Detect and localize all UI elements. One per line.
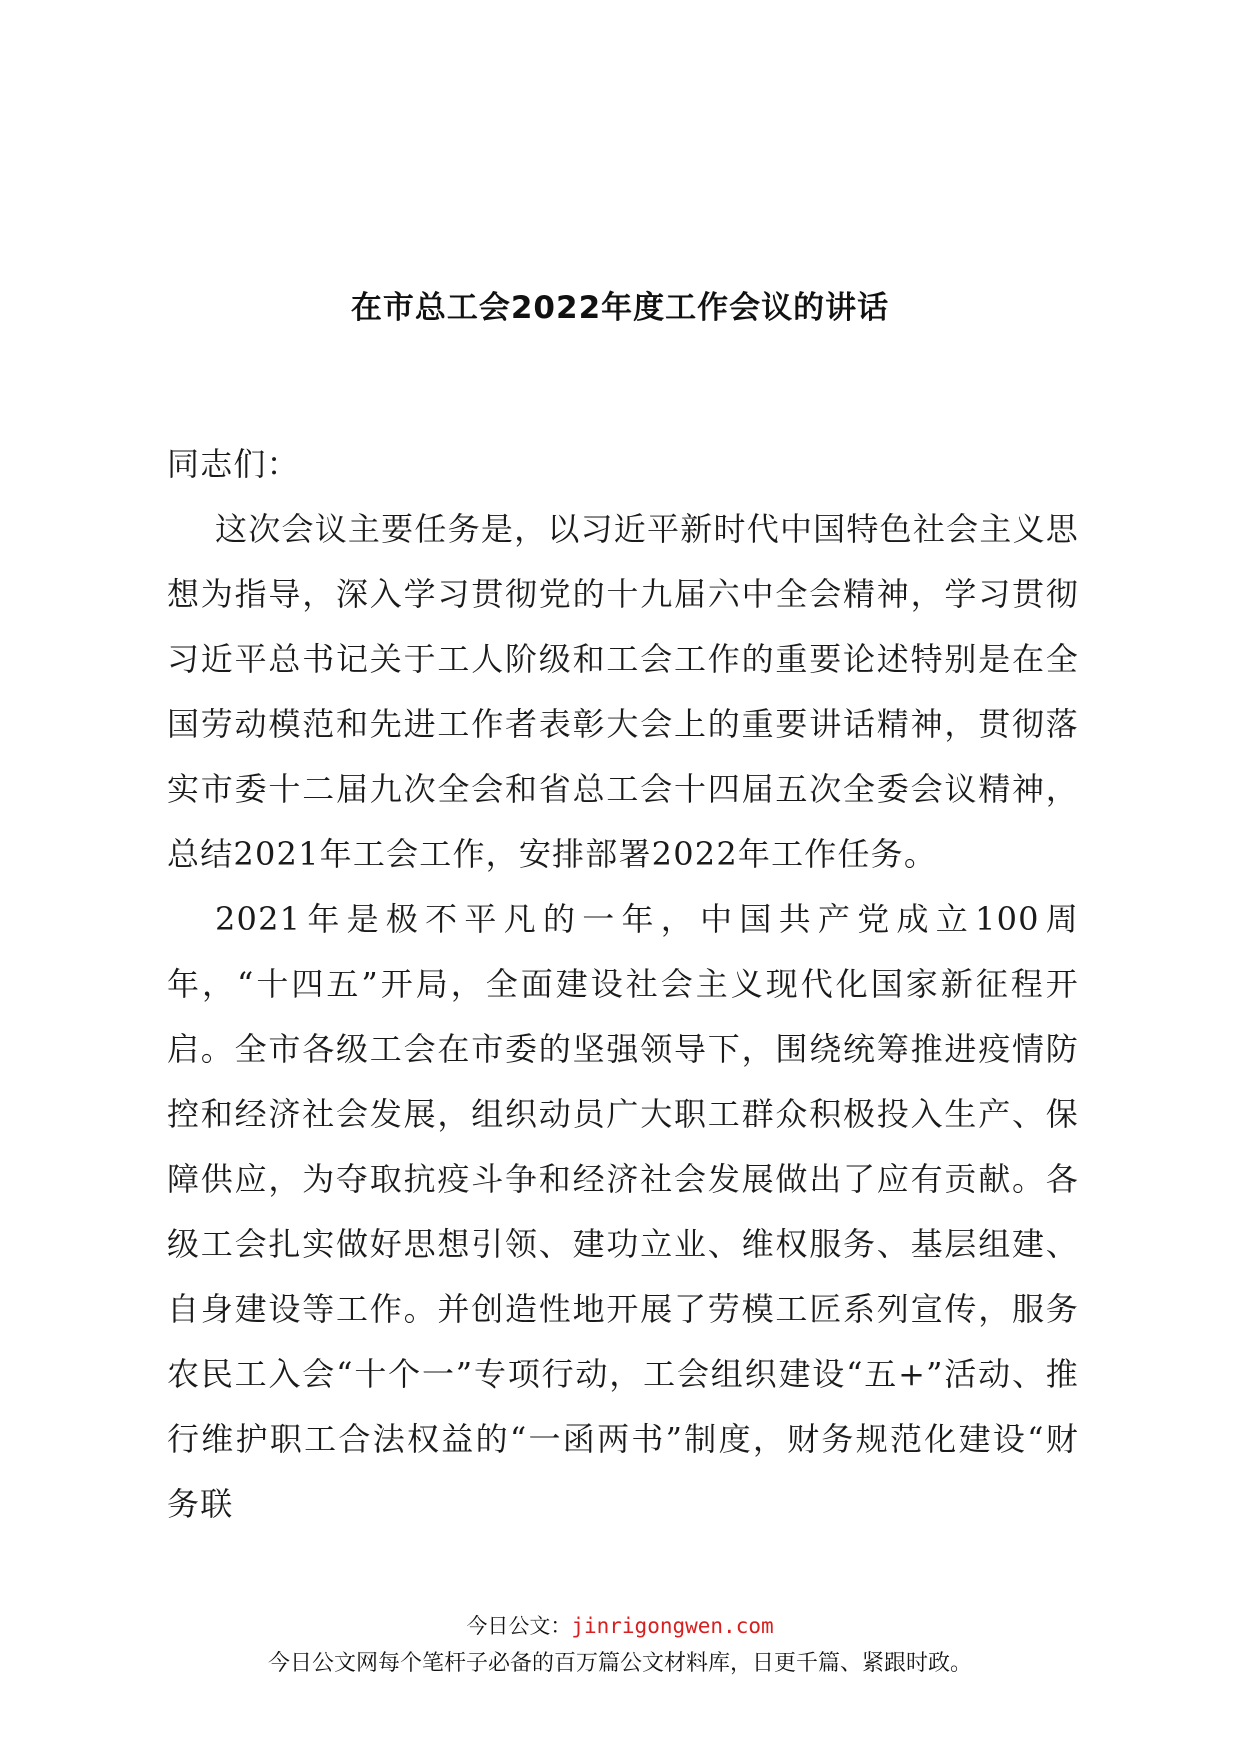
- footer-tagline: 今日公文网每个笔杆子必备的百万篇公文材料库，日更千篇、紧跟时政。: [267, 1651, 972, 1676]
- footer-label: 今日公文：: [466, 1614, 572, 1638]
- document-body: [167, 432, 1079, 1537]
- document-title: 在市总工会2022年度工作会议的讲话: [350, 290, 890, 326]
- footer-source: [0, 1610, 1240, 1640]
- paragraph-2: 2021年是极不平凡的一年，中国共产党成立100周年，“十四五”开局，全面建设社会主义现代化国家新征程开启。全市各级工会在市委的坚强领导下，围绕统筹推进疫情防控和经济社会发展，组织动员广大职工群众积极投入生产、保障供应，为夺取抗疫斗争和经济社会发展做出了应有贡献。各级工会扎实做好思想引领、建功立业、维权服务、基层组建、自身建设等工作。并创造性地开展了劳模工匠系列宣传，服务农民工入会“十个一”专项行动，工会组织建设“五+”活动、推行维护职工合法权益的“一函两书”制度，财务规范化建设“财务联: [167, 900, 1079, 1523]
- salutation: 同志们：: [167, 445, 300, 483]
- footer-url[interactable]: jinrigongwen.com: [571, 1614, 774, 1638]
- paragraph-1: 这次会议主要任务是，以习近平新时代中国特色社会主义思想为指导，深入学习贯彻党的十九届六中全会精神，学习贯彻习近平总书记关于工人阶级和工会工作的重要论述特别是在全国劳动模范和先进工作者表彰大会上的重要讲话精神，贯彻落实市委十二届九次全会和省总工会十四届五次全委会议精神，总结2021年工会工作，安排部署2022年工作任务。: [167, 510, 1079, 873]
